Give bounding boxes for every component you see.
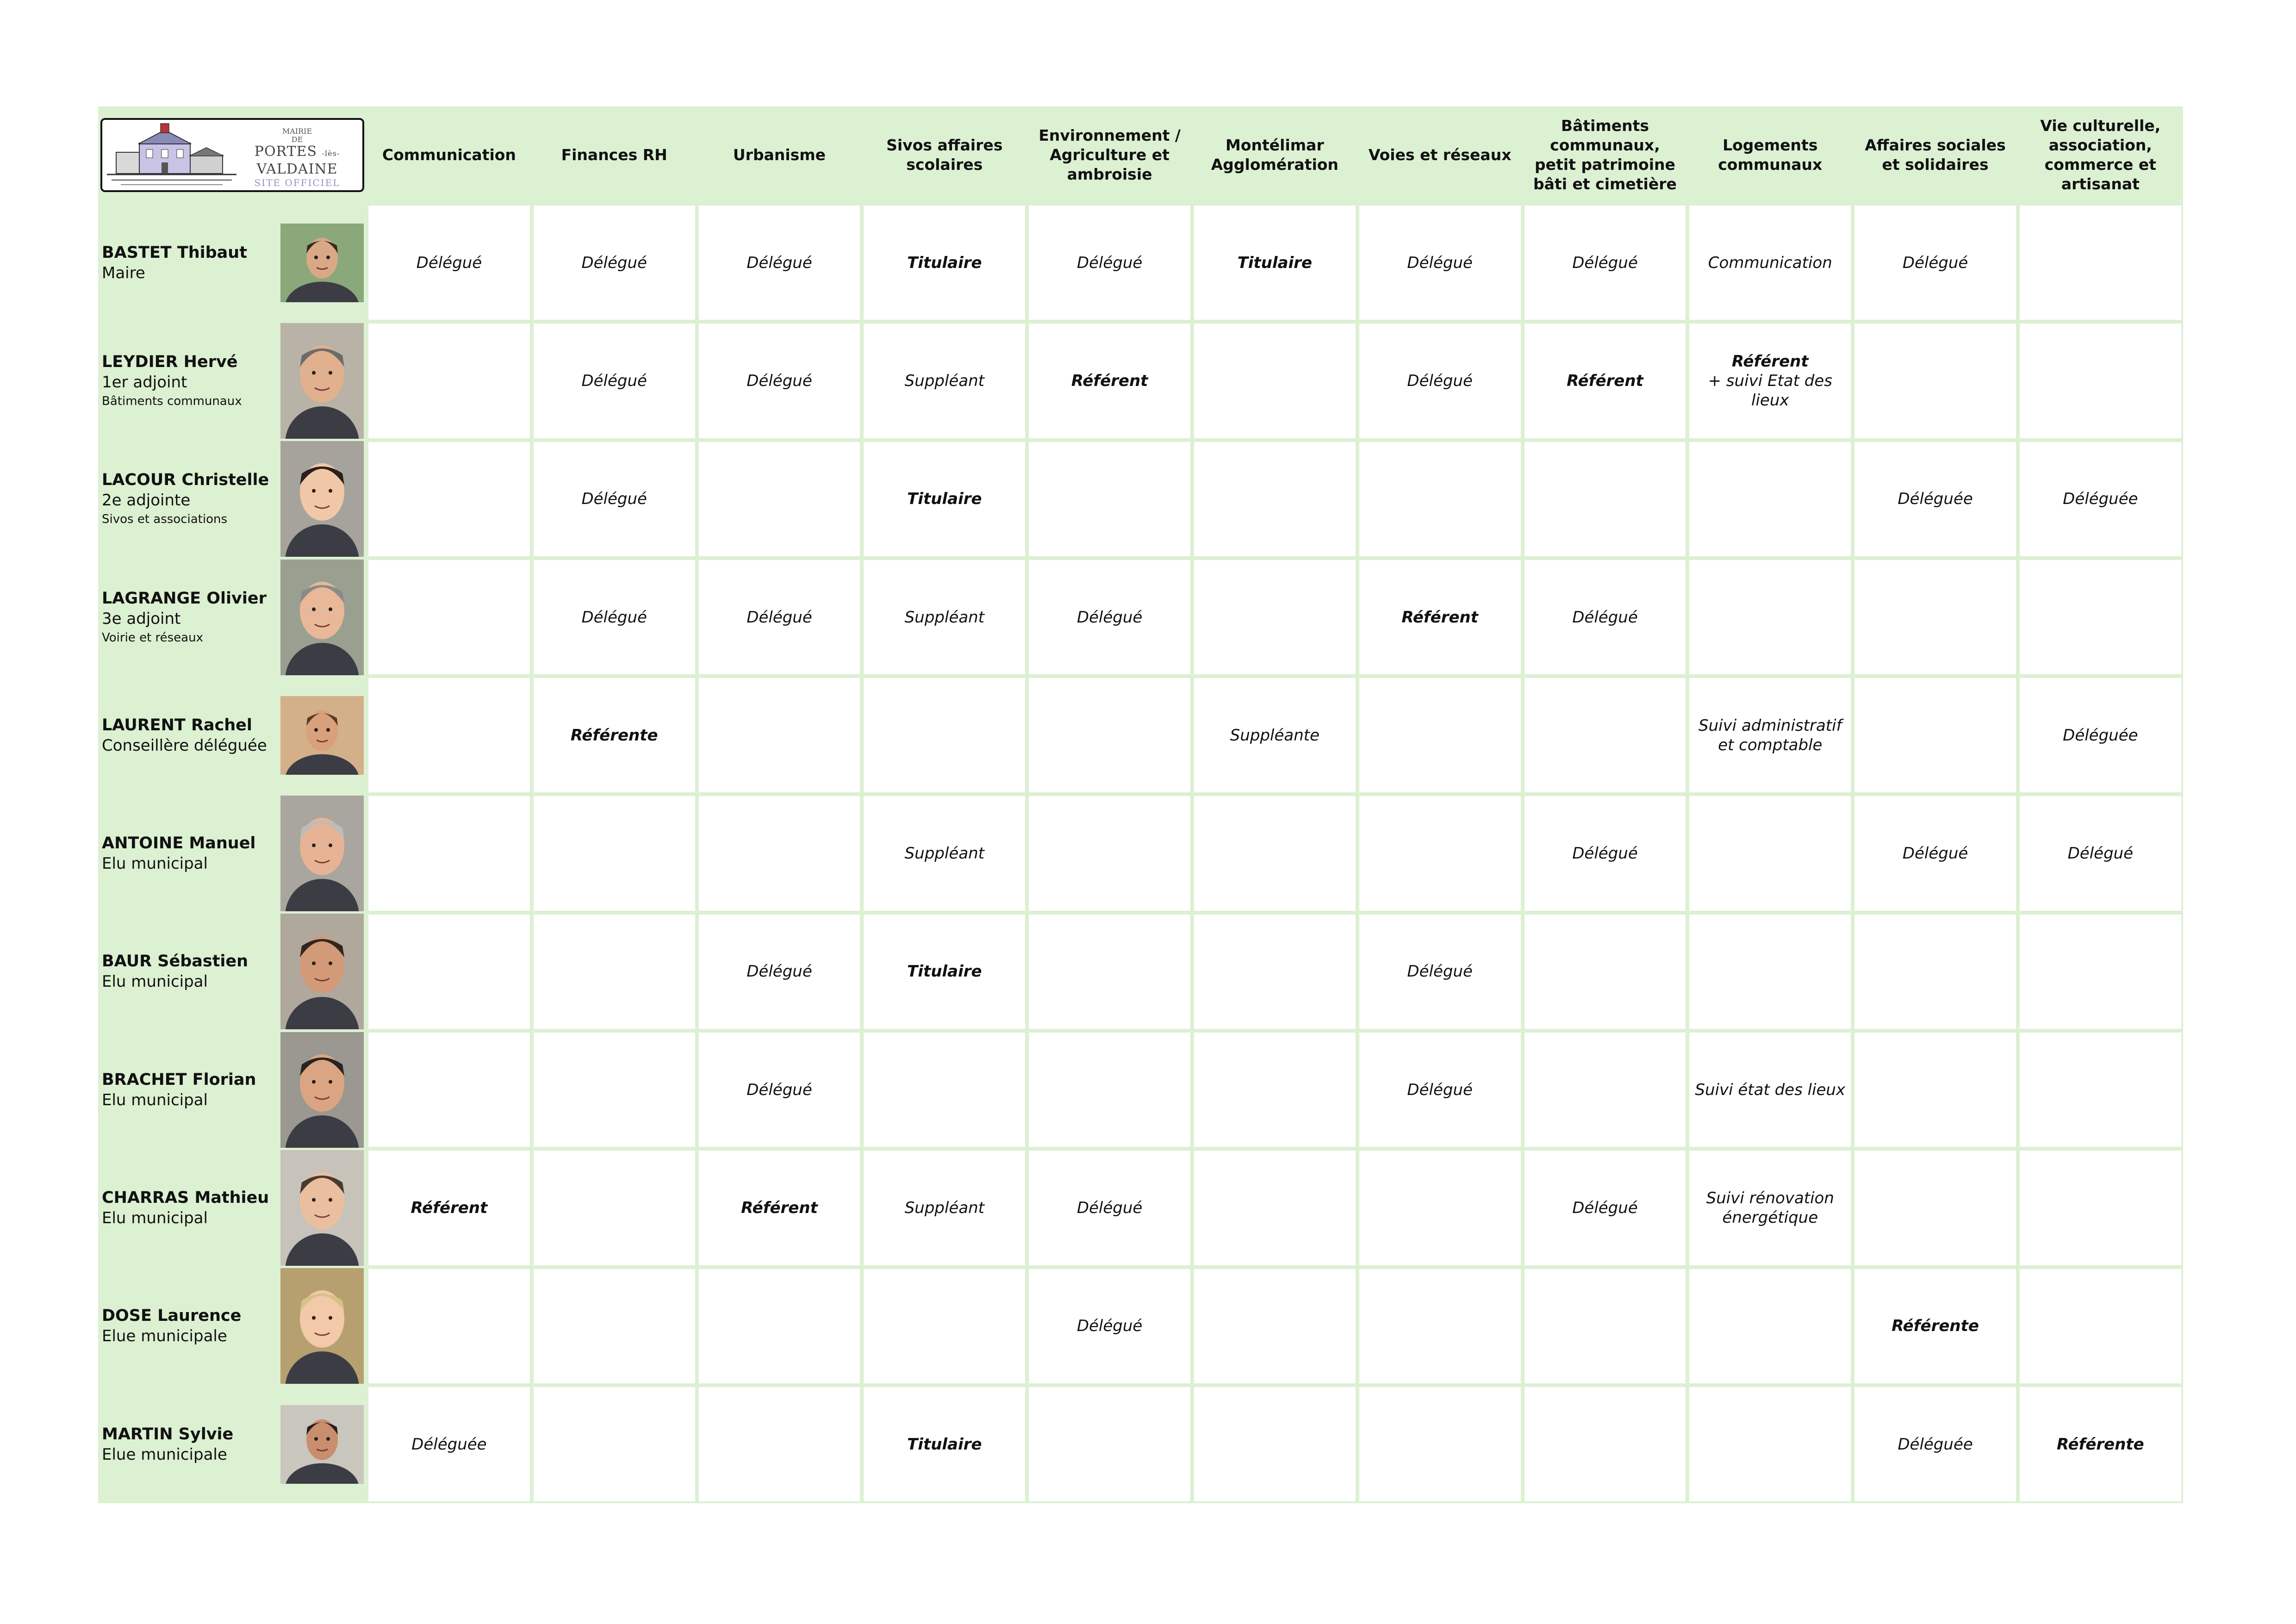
delegation-cell [697, 1385, 862, 1503]
delegation-cell [697, 676, 862, 794]
delegation-cell [2018, 204, 2183, 322]
delegation-cell [697, 1267, 862, 1385]
delegation-cell [1853, 558, 2018, 676]
delegation-cell: Déléguée [1853, 1385, 2018, 1503]
delegation-cell [1357, 440, 1523, 558]
delegation-cell [2018, 1031, 2183, 1149]
delegation-cell [1687, 558, 1853, 676]
member-role: Elue municipale [102, 1327, 227, 1346]
member-name: BAUR Sébastien [102, 952, 249, 971]
delegation-cell [532, 794, 697, 912]
member-info [102, 352, 242, 410]
delegation-cell [367, 322, 532, 440]
delegation-cell: Délégué [1523, 204, 1688, 322]
member-portfolio: Bâtiments communaux [102, 394, 242, 408]
member-photo [280, 1150, 364, 1266]
member-photo [280, 914, 364, 1029]
delegation-cell: Délégué [697, 204, 862, 322]
delegation-cell [1192, 913, 1357, 1031]
member-cell [98, 322, 367, 440]
logo-text [239, 127, 355, 188]
delegation-cell: Titulaire [862, 204, 1027, 322]
delegation-cell: Référente [2018, 1385, 2183, 1503]
column-header: Urbanisme [697, 106, 862, 204]
delegation-cell: Titulaire [1192, 204, 1357, 322]
member-photo [280, 1032, 364, 1148]
member-name: CHARRAS Mathieu [102, 1188, 269, 1207]
delegation-cell [2018, 322, 2183, 440]
delegation-cell [532, 1149, 697, 1267]
delegation-cell [2018, 558, 2183, 676]
member-photo [280, 678, 364, 793]
delegation-cell: Délégué [1523, 558, 1688, 676]
delegation-cell [1523, 440, 1688, 558]
delegation-cell [1357, 794, 1523, 912]
member-role: 2e adjointe [102, 491, 191, 510]
delegation-cell [862, 1267, 1027, 1385]
logo-cell [98, 106, 367, 204]
delegation-cell: Délégué [1357, 1031, 1523, 1149]
column-header: Voies et réseaux [1357, 106, 1523, 204]
delegation-cell: Délégué [1523, 1149, 1688, 1267]
member-cell [98, 558, 367, 676]
column-header: Bâtiments communaux, petit patrimoine bâti et cimetière [1523, 106, 1688, 204]
portrait-icon [280, 696, 364, 775]
delegation-cell: Déléguée [367, 1385, 532, 1503]
delegation-cell [1027, 913, 1192, 1031]
portrait-icon [280, 1268, 364, 1384]
delegation-cell [1523, 1267, 1688, 1385]
member-cell [98, 1267, 367, 1385]
member-portfolio: Voirie et réseaux [102, 630, 203, 645]
delegation-cell [367, 440, 532, 558]
delegation-cell [1192, 1031, 1357, 1149]
delegation-cell: Suppléant [862, 1149, 1027, 1267]
delegation-cell: Déléguée [2018, 676, 2183, 794]
delegation-cell [862, 1031, 1027, 1149]
member-info [102, 1424, 233, 1465]
member-name: BRACHET Florian [102, 1070, 256, 1089]
delegation-cell: Délégué [532, 322, 697, 440]
delegation-cell [1027, 1031, 1192, 1149]
portrait-icon [280, 914, 364, 1029]
delegation-cell: Titulaire [862, 913, 1027, 1031]
delegation-cell [532, 1031, 697, 1149]
delegation-cell [697, 440, 862, 558]
member-role: Elu municipal [102, 1090, 208, 1109]
delegation-role: Référent [1731, 352, 1809, 371]
member-info [102, 1306, 241, 1346]
member-cell [98, 794, 367, 912]
member-role: Elu municipal [102, 972, 208, 991]
member-name: LEYDIER Hervé [102, 352, 238, 371]
delegation-cell [1687, 1385, 1853, 1503]
delegation-cell [1853, 1149, 2018, 1267]
portrait-icon [280, 224, 364, 302]
delegation-cell: Délégué [367, 204, 532, 322]
member-name: LAURENT Rachel [102, 716, 252, 734]
member-photo [280, 441, 364, 557]
portrait-icon [280, 796, 364, 911]
town-hall-drawing-icon [102, 120, 241, 190]
delegation-cell [1523, 913, 1688, 1031]
delegation-cell: Délégué [697, 1031, 862, 1149]
delegation-cell: Délégué [1357, 204, 1523, 322]
delegation-cell: Délégué [1853, 794, 2018, 912]
delegation-cell [1027, 676, 1192, 794]
member-info [102, 715, 267, 756]
delegation-cell: Titulaire [862, 440, 1027, 558]
logo-line2: DE [291, 135, 303, 144]
member-portfolio: Sivos et associations [102, 512, 228, 527]
delegation-cell: Référent [1027, 322, 1192, 440]
delegation-cell [1687, 913, 1853, 1031]
delegation-cell [367, 794, 532, 912]
delegation-cell: Communication [1687, 204, 1853, 322]
column-header: Environnement / Agriculture et ambroisie [1027, 106, 1192, 204]
delegation-cell: Délégué [532, 558, 697, 676]
member-photo [280, 560, 364, 675]
member-role: 3e adjoint [102, 609, 181, 628]
delegation-cell [1853, 676, 2018, 794]
member-name: BASTET Thibaut [102, 243, 247, 262]
member-role: Elue municipale [102, 1445, 227, 1464]
delegation-cell: Délégué [2018, 794, 2183, 912]
delegation-cell [1027, 440, 1192, 558]
mairie-logo [100, 118, 364, 192]
delegation-cell: Référent [697, 1149, 862, 1267]
logo-line3: PORTES -lès- VALDAINE [254, 143, 340, 177]
column-header: Sivos affaires scolaires [862, 106, 1027, 204]
delegation-cell [1357, 1267, 1523, 1385]
delegation-cell: Délégué [697, 913, 862, 1031]
delegation-cell [2018, 1149, 2183, 1267]
member-info [102, 588, 267, 647]
member-name: DOSE Laurence [102, 1307, 242, 1325]
delegation-cell [1853, 1031, 2018, 1149]
column-header: Montélimar Agglomération [1192, 106, 1357, 204]
member-name: LAGRANGE Olivier [102, 589, 267, 608]
delegation-cell [367, 1267, 532, 1385]
column-header: Vie culturelle, association, commerce et artisanat [2018, 106, 2183, 204]
delegation-cell [1192, 558, 1357, 676]
delegation-cell: Suppléant [862, 322, 1027, 440]
delegations-table [98, 106, 2183, 1503]
delegation-cell: Suivi rénovation énergétique [1687, 1149, 1853, 1267]
delegation-cell: Référent [1523, 322, 1688, 440]
delegation-cell: Délégué [697, 322, 862, 440]
column-header: Logements communaux [1687, 106, 1853, 204]
delegation-cell [1192, 322, 1357, 440]
delegation-cell [1357, 676, 1523, 794]
delegation-cell: Délégué [1027, 1149, 1192, 1267]
member-photo [280, 796, 364, 911]
delegation-cell [697, 794, 862, 912]
delegation-cell: Délégué [1523, 794, 1688, 912]
member-info [102, 833, 255, 874]
column-header: Finances RH [532, 106, 697, 204]
delegation-cell: Suivi état des lieux [1687, 1031, 1853, 1149]
delegation-cell [1853, 322, 2018, 440]
delegation-cell [367, 676, 532, 794]
delegation-cell: Délégué [1853, 204, 2018, 322]
member-photo [280, 1268, 364, 1384]
member-cell [98, 1149, 367, 1267]
member-photo [280, 205, 364, 321]
delegation-cell [1027, 1385, 1192, 1503]
member-cell [98, 440, 367, 558]
member-info [102, 243, 247, 283]
delegation-cell [1192, 1385, 1357, 1503]
delegation-cell [1687, 322, 1853, 440]
member-role: Elu municipal [102, 1209, 208, 1228]
delegation-cell [1192, 1267, 1357, 1385]
delegation-cell: Délégué [532, 440, 697, 558]
member-cell [98, 1031, 367, 1149]
delegation-cell: Référent [1357, 558, 1523, 676]
delegation-cell [1687, 1267, 1853, 1385]
delegation-cell: Délégué [1027, 204, 1192, 322]
delegation-cell [1523, 1385, 1688, 1503]
delegation-cell: Délégué [1027, 1267, 1192, 1385]
member-cell [98, 676, 367, 794]
member-info [102, 470, 269, 528]
delegation-cell: Suivi administratif et comptable [1687, 676, 1853, 794]
delegation-cell [2018, 1267, 2183, 1385]
member-role: 1er adjoint [102, 373, 187, 392]
delegation-cell [1192, 440, 1357, 558]
delegation-cell: Référent [367, 1149, 532, 1267]
delegation-cell [532, 1267, 697, 1385]
portrait-icon [280, 1032, 364, 1148]
delegation-cell [1192, 1149, 1357, 1267]
logo-line6: SITE OFFICIEL [254, 177, 340, 188]
delegation-cell: Délégué [697, 558, 862, 676]
delegation-cell: Déléguée [2018, 440, 2183, 558]
portrait-icon [280, 560, 364, 675]
delegation-cell [1687, 440, 1853, 558]
delegation-cell [1687, 794, 1853, 912]
delegation-cell: Délégué [1357, 913, 1523, 1031]
portrait-icon [280, 1405, 364, 1484]
delegation-cell [532, 1385, 697, 1503]
member-cell [98, 204, 367, 322]
member-cell [98, 913, 367, 1031]
delegation-cell: Délégué [532, 204, 697, 322]
delegation-cell [1027, 794, 1192, 912]
delegation-cell: Référente [1853, 1267, 2018, 1385]
member-role: Elu municipal [102, 854, 208, 873]
member-photo [280, 1387, 364, 1502]
member-name: ANTOINE Manuel [102, 834, 256, 853]
member-info [102, 1070, 256, 1110]
portrait-icon [280, 323, 364, 439]
delegation-cell [862, 676, 1027, 794]
logo-line1: MAIRIE [282, 127, 312, 136]
delegation-cell [1357, 1385, 1523, 1503]
delegation-cell [367, 1031, 532, 1149]
delegation-cell [532, 913, 697, 1031]
portrait-icon [280, 441, 364, 557]
delegation-cell [1357, 1149, 1523, 1267]
column-header: Communication [367, 106, 532, 204]
delegation-cell: Délégué [1027, 558, 1192, 676]
portrait-icon [280, 1150, 364, 1266]
delegation-cell [2018, 913, 2183, 1031]
delegation-note: + suivi Etat des lieux [1708, 371, 1832, 410]
delegation-cell: Suppléant [862, 794, 1027, 912]
member-name: LACOUR Christelle [102, 471, 269, 490]
delegation-cell [367, 913, 532, 1031]
member-info [102, 1188, 269, 1228]
member-role: Conseillère déléguée [102, 736, 267, 755]
column-header: Affaires sociales et solidaires [1853, 106, 2018, 204]
delegation-cell [1523, 676, 1688, 794]
member-photo [280, 323, 364, 439]
member-info [102, 951, 248, 992]
delegation-cell: Suppléante [1192, 676, 1357, 794]
delegation-cell: Titulaire [862, 1385, 1027, 1503]
delegation-cell: Délégué [1357, 322, 1523, 440]
member-role: Maire [102, 263, 145, 282]
delegation-cell [1853, 913, 2018, 1031]
delegation-cell: Suppléant [862, 558, 1027, 676]
delegation-cell [367, 558, 532, 676]
member-name: MARTIN Sylvie [102, 1425, 234, 1444]
delegation-cell: Référente [532, 676, 697, 794]
delegation-cell [1192, 794, 1357, 912]
member-cell [98, 1385, 367, 1503]
delegation-cell [1523, 1031, 1688, 1149]
delegation-cell: Déléguée [1853, 440, 2018, 558]
